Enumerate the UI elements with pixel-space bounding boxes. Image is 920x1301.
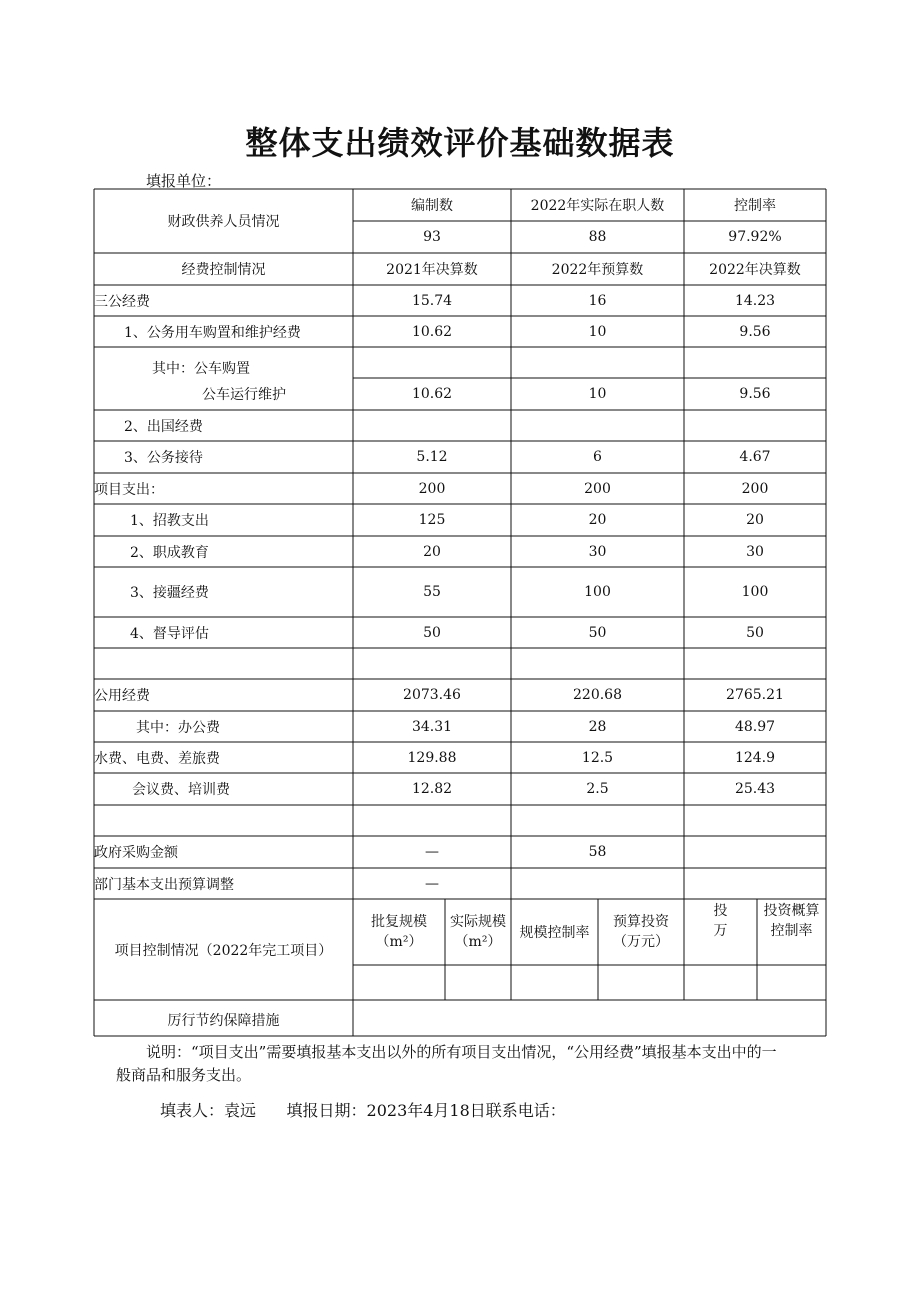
row-value xyxy=(353,347,511,378)
row-value: 10.62 xyxy=(411,323,453,340)
footer xyxy=(160,1098,566,1121)
staff-label: 财政供养人员情况 xyxy=(167,214,280,230)
row-value: 125 xyxy=(418,512,446,528)
row-label: 会议费、培训费 xyxy=(132,782,230,798)
row-label: 4、督导评估 xyxy=(130,625,209,642)
measures-label: 厉行节约保障措施 xyxy=(167,1013,280,1029)
row-value: 2.5 xyxy=(586,781,609,797)
row-value: 50 xyxy=(746,624,764,641)
row-value: 55 xyxy=(423,584,441,600)
row-label: 三公经费 xyxy=(94,293,150,310)
row-value: 30 xyxy=(746,543,764,560)
row-label xyxy=(94,648,353,679)
row-value xyxy=(684,347,826,378)
project-header-approved-scale: 批复规模（m²） xyxy=(371,914,427,950)
row-value: 100 xyxy=(584,584,611,600)
row-value xyxy=(353,805,511,836)
row-value: 10.62 xyxy=(411,386,453,402)
row-label: 1、招教支出 xyxy=(130,513,209,529)
row-value xyxy=(684,648,826,679)
page-title: 整体支出绩效评价基础数据表 xyxy=(245,124,675,162)
row-label: 2、出国经费 xyxy=(124,418,203,435)
note-line-2: 般商品和服务支出。 xyxy=(116,1066,252,1084)
row-value: 30 xyxy=(588,543,607,560)
row-value xyxy=(684,868,826,899)
funds-col-2022-budget: 2022年预算数 xyxy=(551,262,644,278)
row-value xyxy=(511,868,684,899)
row-value: 16 xyxy=(588,292,607,309)
row-value xyxy=(511,805,684,836)
row-label: 其中：公车购置 xyxy=(152,360,250,377)
row-label: 公用经费 xyxy=(94,688,150,704)
staff-value-quota: 93 xyxy=(423,229,441,245)
row-value: 200 xyxy=(584,480,611,497)
project-header-investment: 投万 xyxy=(713,903,728,939)
row-value: 50 xyxy=(588,624,607,641)
row-label: 项目支出： xyxy=(94,481,164,498)
row-value: — xyxy=(425,875,439,892)
row-value: 34.31 xyxy=(411,718,453,735)
row-value: 2765.21 xyxy=(726,687,784,703)
row-value: 6 xyxy=(593,449,602,465)
row-value: 20 xyxy=(746,512,764,528)
row-value: 100 xyxy=(741,584,769,600)
project-header-budget-investment: 预算投资（万元） xyxy=(613,914,669,950)
row-value: 25.43 xyxy=(734,781,776,797)
row-value xyxy=(511,410,684,441)
row-value: 5.12 xyxy=(416,449,448,465)
row-value xyxy=(353,410,511,441)
funds-col-2021: 2021年决算数 xyxy=(386,262,478,278)
row-label: 2、职成教育 xyxy=(130,544,209,561)
row-value: 15.74 xyxy=(411,292,453,309)
row-value: 200 xyxy=(418,480,446,497)
funds-col-2022-final: 2022年决算数 xyxy=(709,262,801,278)
project-header-investment-rate: 投资概算控制率 xyxy=(763,903,820,939)
row-value: 14.23 xyxy=(734,292,776,309)
footer-filler: 填表人：袁远 xyxy=(160,1101,257,1120)
project-header-scale-rate: 规模控制率 xyxy=(519,925,590,941)
row-value: 124.9 xyxy=(734,749,776,766)
row-value: 28 xyxy=(588,718,607,735)
project-label: 项目控制情况（2022年完工项目） xyxy=(114,942,333,959)
funds-label: 经费控制情况 xyxy=(181,262,266,278)
row-label: 1、公务用车购置和维护经费 xyxy=(124,324,301,341)
row-value xyxy=(684,410,826,441)
row-value: 12.5 xyxy=(581,749,614,766)
row-value: 129.88 xyxy=(407,749,457,766)
row-value: 48.97 xyxy=(734,718,776,735)
row-value: 10 xyxy=(588,386,607,402)
row-value: 2073.46 xyxy=(403,687,461,703)
row-value: 9.56 xyxy=(739,323,771,340)
project-header-actual-scale: 实际规模（m²） xyxy=(450,914,506,950)
note-line-1: 说明：“项目支出”需要填报基本支出以外的所有项目支出情况，“公用经费”填报基本支出中的一 xyxy=(146,1043,777,1061)
row-value: — xyxy=(425,844,439,860)
row-value xyxy=(684,836,826,868)
row-label: 3、公务接待 xyxy=(124,450,203,466)
row-label xyxy=(94,805,353,836)
staff-value-actual: 88 xyxy=(588,229,607,245)
row-label: 水费、电费、差旅费 xyxy=(94,750,220,767)
row-value: 4.67 xyxy=(739,449,771,465)
staff-header-quota: 编制数 xyxy=(411,198,453,214)
staff-header-actual: 2022年实际在职人数 xyxy=(530,198,665,214)
row-label: 公车运行维护 xyxy=(202,387,286,403)
row-value xyxy=(684,805,826,836)
row-value xyxy=(511,648,684,679)
row-value: 12.82 xyxy=(411,781,453,797)
row-value: 58 xyxy=(588,844,607,860)
row-value: 20 xyxy=(588,512,607,528)
row-value xyxy=(353,648,511,679)
row-value xyxy=(511,347,684,378)
footer-date: 填报日期：2023年4月18日联系电话： xyxy=(286,1101,566,1120)
row-label: 政府采购金额 xyxy=(94,845,178,861)
unit-label: 填报单位： xyxy=(146,172,222,190)
row-label: 3、接疆经费 xyxy=(130,585,209,601)
row-value: 10 xyxy=(588,323,607,340)
staff-header-rate: 控制率 xyxy=(734,198,776,214)
row-label: 其中：办公费 xyxy=(136,719,220,736)
row-value: 9.56 xyxy=(739,386,771,402)
row-label: 部门基本支出预算调整 xyxy=(94,876,234,893)
row-value: 50 xyxy=(423,624,441,641)
row-value: 220.68 xyxy=(573,687,622,703)
row-value: 200 xyxy=(741,480,769,497)
staff-value-rate: 97.92% xyxy=(728,229,782,245)
row-value: 20 xyxy=(423,543,441,560)
